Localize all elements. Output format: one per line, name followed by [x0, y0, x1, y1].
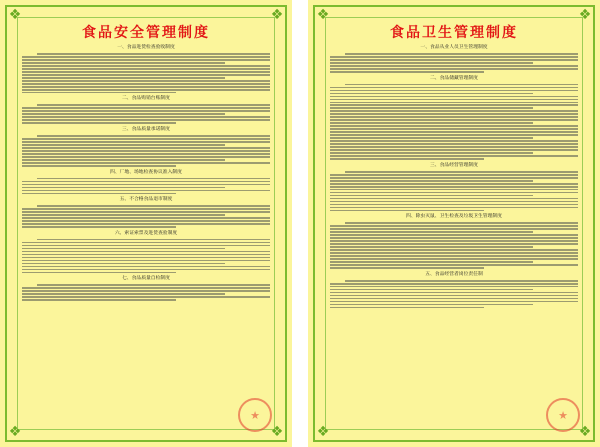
body-text-line [330, 186, 578, 188]
body-text-line [330, 152, 533, 154]
body-text-line [22, 269, 270, 271]
body-text-line [330, 174, 578, 176]
corner-ornament-icon: ❖ [270, 7, 284, 23]
body-text-line [330, 177, 578, 179]
body-text-line [22, 122, 176, 124]
corner-ornament-icon: ❖ [270, 424, 284, 440]
body-text-line [330, 122, 533, 124]
body-text-line [330, 102, 578, 104]
body-text-line [345, 53, 578, 55]
body-text-line [330, 110, 578, 112]
body-text-line [330, 119, 578, 121]
body-text-line [22, 223, 270, 225]
body-text-line [330, 307, 484, 309]
body-text-line [330, 134, 578, 136]
body-text-line [330, 158, 484, 160]
official-seal-icon: ★ [238, 398, 272, 432]
body-text-line [22, 181, 270, 183]
body-text-line [330, 195, 533, 197]
body-text-line [330, 261, 533, 263]
body-text-line [22, 59, 270, 61]
body-text-line [22, 74, 270, 76]
body-text-line [330, 68, 578, 70]
body-text-line [330, 116, 578, 118]
body-text-line [330, 204, 578, 206]
body-text-line [22, 251, 270, 253]
section-heading: 七、食品质量自检制度 [122, 276, 170, 282]
body-text-line [22, 184, 270, 186]
body-text-line [330, 96, 578, 98]
body-text-line [22, 159, 225, 161]
body-text-line [330, 125, 578, 127]
body-text-line [22, 92, 176, 94]
body-text-line [37, 205, 270, 207]
body-text-line [22, 226, 176, 228]
corner-ornament-icon: ❖ [8, 7, 22, 23]
body-text-line [22, 299, 176, 301]
body-text-line [330, 301, 578, 303]
body-text-line [330, 87, 578, 89]
body-text-line [22, 293, 225, 295]
body-text-line [330, 189, 578, 191]
body-text-line [22, 107, 270, 109]
body-text-line [330, 104, 578, 106]
body-text-line [22, 165, 176, 167]
body-text-line [22, 193, 176, 195]
body-text-line [22, 144, 225, 146]
body-text-line [330, 243, 578, 245]
body-text-line [22, 150, 270, 152]
body-text-line [330, 56, 578, 58]
body-text-line [22, 245, 270, 247]
body-text-line [330, 231, 533, 233]
section-heading: 四、除虫灭鼠、卫生检查及垃圾卫生管理制度 [406, 214, 502, 220]
corner-ornament-icon: ❖ [316, 424, 330, 440]
body-text-line [330, 234, 578, 236]
section-heading: 四、厂地、场地检查协议准入制度 [110, 169, 182, 175]
body-text-line [22, 162, 270, 164]
body-text-line [330, 298, 578, 300]
body-text-line [22, 208, 270, 210]
section-heading: 二、食品购销台账制度 [122, 96, 170, 102]
body-text-line [330, 107, 533, 109]
body-text-line [22, 119, 270, 121]
body-text-line [330, 128, 578, 130]
corner-ornament-icon: ❖ [8, 424, 22, 440]
body-text-line [330, 201, 578, 203]
body-text-line [22, 56, 270, 58]
body-text-line [22, 71, 270, 73]
body-text-line [37, 239, 270, 241]
section-heading: 三、食品质量承诺制度 [122, 127, 170, 133]
food-hygiene-poster [308, 0, 600, 447]
body-text-line [22, 113, 225, 115]
body-text-line [22, 217, 270, 219]
body-text-line [330, 264, 578, 266]
body-text-line [330, 143, 578, 145]
body-text-line [330, 131, 578, 133]
body-text-line [22, 83, 270, 85]
body-text-line [330, 304, 533, 306]
poster-title: 食品卫生管理制度 [390, 25, 518, 41]
body-text-line [22, 110, 270, 112]
body-text-line [330, 292, 578, 294]
body-text-line [330, 113, 578, 115]
body-text-line [22, 86, 270, 88]
section-heading: 六、索证索票及进货查验制度 [114, 230, 178, 236]
section-heading: 一、食品进货检查验收制度 [117, 45, 175, 50]
body-text-line [22, 211, 270, 213]
body-text-line [345, 280, 578, 282]
body-text-line [330, 192, 578, 194]
body-text-line [22, 242, 270, 244]
body-text-line [22, 156, 270, 158]
body-text-line [330, 258, 578, 260]
body-text-line [330, 289, 533, 291]
body-text-line [37, 53, 270, 55]
body-text-line [330, 65, 578, 67]
body-text-line [330, 210, 484, 212]
body-text-line [330, 283, 578, 285]
section-heading: 五、不合格食品退市制度 [119, 197, 173, 203]
body-text-line [22, 65, 270, 67]
body-text-line [330, 93, 533, 95]
body-text-line [37, 135, 270, 137]
body-text-line [22, 257, 270, 259]
body-text-line [330, 286, 578, 288]
body-text-line [22, 287, 270, 289]
section-heading: 五、食品经营者岗位责任制 [425, 271, 483, 277]
body-text-line [330, 155, 578, 157]
body-text-line [22, 260, 270, 262]
body-text-line [330, 99, 578, 101]
body-text-line [22, 147, 270, 149]
body-text-line [22, 116, 270, 118]
body-text-line [22, 190, 270, 192]
body-text-line [330, 207, 578, 209]
body-text-line [330, 198, 578, 200]
body-text-line [22, 248, 225, 250]
body-text-line [330, 240, 578, 242]
body-text-line [330, 180, 533, 182]
body-text-line [37, 104, 270, 106]
body-text-line [330, 149, 578, 151]
body-text-line [22, 141, 270, 143]
body-text-line [22, 68, 270, 70]
body-text-line [330, 255, 578, 257]
body-text-line [330, 252, 578, 254]
poster-content [22, 42, 270, 431]
body-text-line [345, 84, 578, 86]
corner-ornament-icon: ❖ [578, 7, 592, 23]
poster-content [330, 42, 578, 431]
body-text-line [330, 228, 578, 230]
body-text-line [22, 290, 270, 292]
body-text-line [37, 284, 270, 286]
body-text-line [22, 296, 270, 298]
body-text-line [345, 222, 578, 224]
body-text-line [330, 183, 578, 185]
body-text-line [22, 254, 270, 256]
body-text-line [22, 272, 176, 274]
body-text-line [330, 146, 578, 148]
body-text-line [330, 225, 578, 227]
body-text-line [22, 263, 225, 265]
body-text-line [330, 295, 578, 297]
body-text-line [22, 62, 225, 64]
body-text-line [330, 71, 484, 73]
corner-ornament-icon: ❖ [316, 7, 330, 23]
body-text-line [330, 267, 484, 269]
body-text-line [330, 90, 578, 92]
body-text-line [22, 187, 225, 189]
body-text-line [37, 178, 270, 180]
body-text-line [22, 214, 225, 216]
food-safety-poster [0, 0, 292, 447]
body-text-line [22, 266, 270, 268]
body-text-line [330, 137, 533, 139]
body-text-line [22, 220, 270, 222]
body-text-line [22, 80, 270, 82]
body-text-line [22, 77, 225, 79]
body-text-line [345, 171, 578, 173]
body-text-line [22, 153, 270, 155]
section-heading: 三、食品经营管理制度 [430, 162, 478, 168]
body-text-line [330, 246, 533, 248]
section-heading: 一、食品从业人员卫生管理制度 [420, 45, 488, 50]
corner-ornament-icon: ❖ [578, 424, 592, 440]
official-seal-icon: ★ [546, 398, 580, 432]
section-heading: 二、食品储藏管理制度 [430, 75, 478, 81]
body-text-line [22, 138, 270, 140]
body-text-line [22, 89, 270, 91]
body-text-line [330, 249, 578, 251]
poster-title: 食品安全管理制度 [82, 25, 210, 41]
body-text-line [330, 140, 578, 142]
body-text-line [330, 59, 578, 61]
body-text-line [330, 62, 533, 64]
body-text-line [330, 237, 578, 239]
